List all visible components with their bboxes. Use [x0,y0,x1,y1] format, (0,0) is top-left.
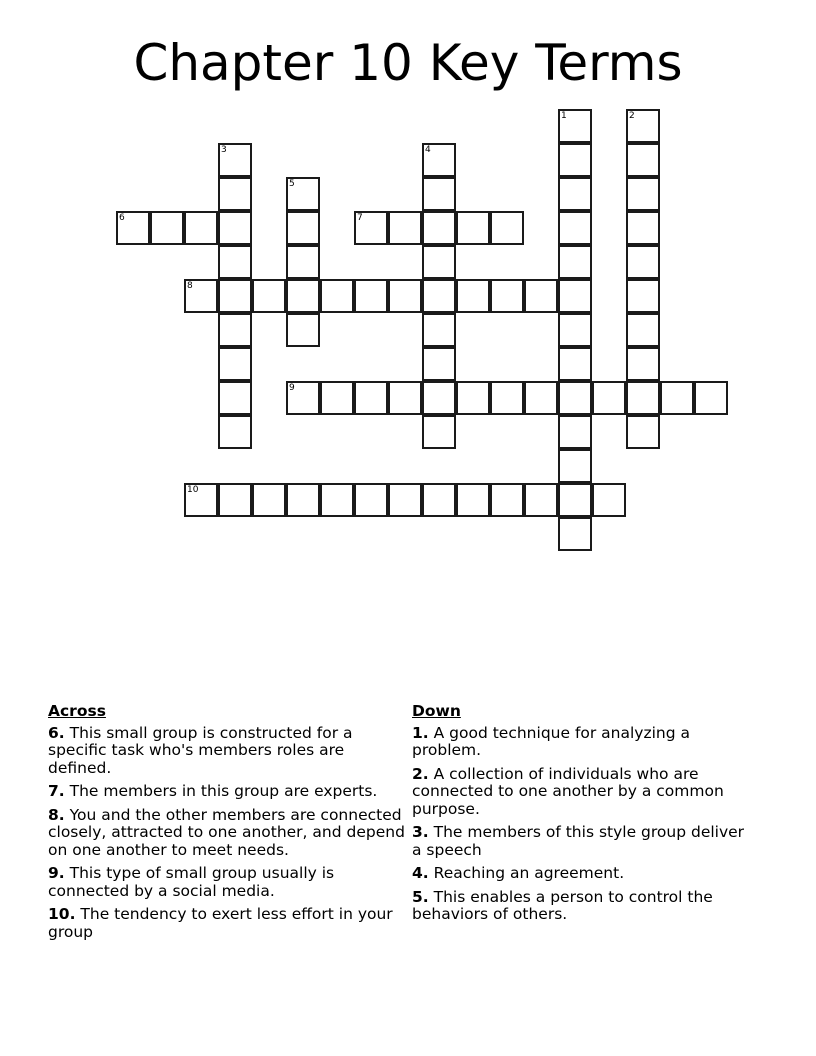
grid-cell[interactable] [558,109,592,143]
grid-cell[interactable] [490,279,524,313]
grid-cell[interactable] [456,211,490,245]
grid-cell[interactable] [320,279,354,313]
grid-cell[interactable] [626,347,660,381]
down-heading: Down [412,702,461,720]
grid-cell[interactable] [422,211,456,245]
grid-cell[interactable] [218,177,252,211]
down-clues [412,703,752,930]
clue-down-5 [412,889,752,924]
grid-cell[interactable] [218,415,252,449]
grid-cell[interactable] [320,483,354,517]
clue-text: This small group is constructed for a specific task who's members roles are defined. [48,723,353,777]
grid-cell[interactable] [218,347,252,381]
cell-number: 8 [187,281,193,291]
clue-text: The members of this style group deliver a speech [412,823,745,859]
grid-cell[interactable] [184,211,218,245]
grid-cell[interactable] [286,211,320,245]
clue-text: A collection of individuals who are connected to one another by a common purpose. [412,764,724,818]
grid-cell[interactable] [626,211,660,245]
grid-cell[interactable] [558,517,592,551]
grid-cell[interactable] [626,415,660,449]
clue-text: This type of small group usually is connected by a social media. [48,864,335,900]
cell-number: 4 [425,145,431,155]
grid-cell[interactable] [388,279,422,313]
grid-cell[interactable] [422,415,456,449]
grid-cell[interactable] [422,143,456,177]
grid-cell[interactable] [252,483,286,517]
clue-across-8 [48,807,408,860]
grid-cell[interactable] [660,381,694,415]
clue-across-10 [48,906,408,941]
grid-cell[interactable] [286,483,320,517]
grid-cell[interactable] [626,177,660,211]
grid-cell[interactable] [558,449,592,483]
clue-number: 2. [412,764,429,783]
grid-cell[interactable] [558,381,592,415]
grid-cell[interactable] [456,381,490,415]
grid-cell[interactable] [456,279,490,313]
clue-across-9 [48,865,408,900]
cell-number: 9 [289,383,295,393]
clue-text: This enables a person to control the behaviors of others. [412,887,713,923]
grid-cell[interactable] [558,279,592,313]
cell-number: 5 [289,179,295,189]
cell-number: 2 [629,111,635,121]
cell-number: 6 [119,213,125,223]
grid-cell[interactable] [456,483,490,517]
grid-cell[interactable] [626,143,660,177]
grid-cell[interactable] [286,313,320,347]
grid-cell[interactable] [218,279,252,313]
grid-cell[interactable] [592,483,626,517]
clue-text: Reaching an agreement. [433,864,625,882]
across-clues [48,703,408,947]
clue-number: 4. [412,864,429,882]
grid-cell[interactable] [422,381,456,415]
clue-number: 1. [412,723,429,742]
grid-cell[interactable] [592,381,626,415]
grid-cell[interactable] [218,143,252,177]
grid-cell[interactable] [626,109,660,143]
clue-down-3 [412,824,752,859]
clue-down-2 [412,766,752,819]
cell-number: 10 [187,485,199,495]
grid-cell[interactable] [422,313,456,347]
grid-cell[interactable] [422,177,456,211]
clue-number: 3. [412,823,429,841]
grid-cell[interactable] [490,381,524,415]
grid-cell[interactable] [320,381,354,415]
grid-cell[interactable] [354,279,388,313]
grid-cell[interactable] [626,313,660,347]
cell-number: 3 [221,145,227,155]
clue-text: A good technique for analyzing a problem. [412,723,691,759]
grid-cell[interactable] [388,381,422,415]
grid-cell[interactable] [218,211,252,245]
clue-number: 6. [48,723,65,742]
grid-cell[interactable] [422,347,456,381]
grid-cell[interactable] [422,245,456,279]
grid-cell[interactable] [524,381,558,415]
grid-cell[interactable] [218,381,252,415]
grid-cell[interactable] [422,483,456,517]
grid-cell[interactable] [184,279,218,313]
grid-cell[interactable] [558,415,592,449]
grid-cell[interactable] [150,211,184,245]
grid-cell[interactable] [286,279,320,313]
clue-text: The members in this group are experts. [69,782,378,800]
grid-cell[interactable] [490,483,524,517]
grid-cell[interactable] [184,483,218,517]
grid-cell[interactable] [218,483,252,517]
grid-cell[interactable] [354,483,388,517]
clue-number: 7. [48,782,65,800]
grid-cell[interactable] [218,245,252,279]
grid-cell[interactable] [524,279,558,313]
grid-cell[interactable] [694,381,728,415]
grid-cell[interactable] [626,245,660,279]
grid-cell[interactable] [286,245,320,279]
grid-cell[interactable] [626,279,660,313]
clue-across-6 [48,725,408,778]
across-heading: Across [48,702,106,720]
grid-cell[interactable] [558,245,592,279]
grid-cell[interactable] [252,279,286,313]
grid-cell[interactable] [626,381,660,415]
cell-number: 1 [561,111,567,121]
grid-cell[interactable] [286,177,320,211]
grid-cell[interactable] [558,483,592,517]
grid-cell[interactable] [558,177,592,211]
grid-cell[interactable] [218,313,252,347]
grid-cell[interactable] [286,381,320,415]
page-title: Chapter 10 Key Terms [133,34,683,92]
grid-cell[interactable] [354,211,388,245]
grid-cell[interactable] [422,279,456,313]
grid-cell[interactable] [558,347,592,381]
clue-text: The tendency to exert less effort in your group [48,905,393,941]
grid-cell[interactable] [354,381,388,415]
cell-number: 7 [357,213,363,223]
clue-across-7 [48,783,408,801]
clue-down-4 [412,865,752,883]
grid-cell[interactable] [558,211,592,245]
grid-cell[interactable] [388,211,422,245]
grid-cell[interactable] [388,483,422,517]
grid-cell[interactable] [524,483,558,517]
clue-text: You and the other members are connected closely, attracted to one another, and depend on one another to meet needs. [48,805,405,859]
clue-number: 9. [48,864,65,882]
grid-cell[interactable] [558,313,592,347]
clue-number: 5. [412,887,429,906]
clue-down-1 [412,725,752,760]
grid-cell[interactable] [490,211,524,245]
grid-cell[interactable] [558,143,592,177]
clue-number: 10. [48,905,76,923]
clue-number: 8. [48,805,65,824]
grid-cell[interactable] [116,211,150,245]
